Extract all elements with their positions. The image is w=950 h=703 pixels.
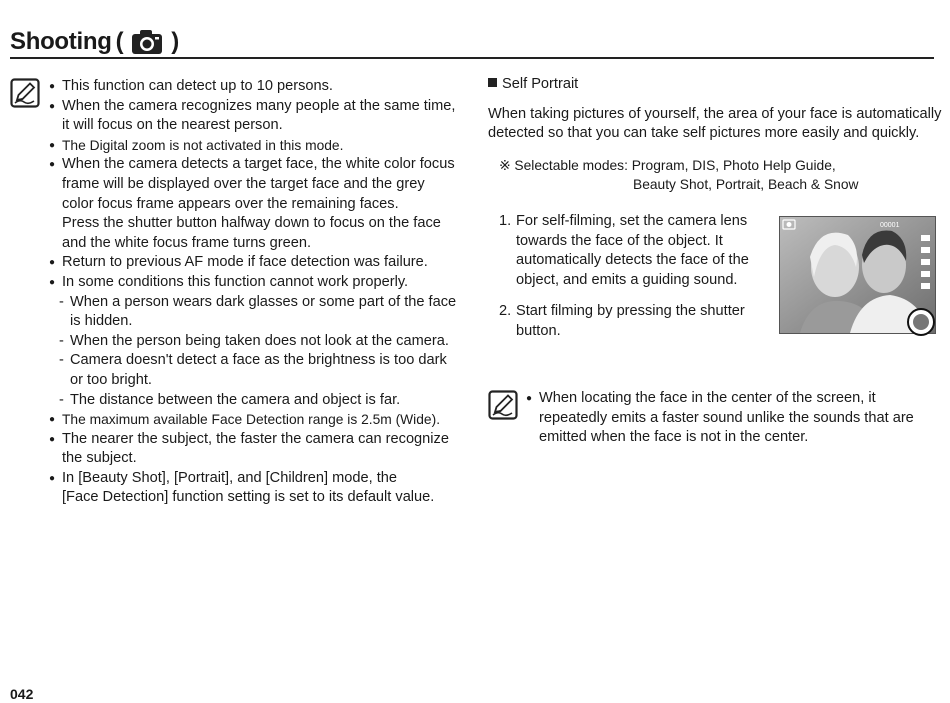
list-item: ● In some conditions this function cannot work properly. [49, 273, 469, 293]
condition-text: The distance between the camera and object is far. [70, 391, 401, 408]
list-item-continuation: and the white focus frame turns green. [62, 234, 312, 251]
note-pencil-icon [488, 390, 518, 420]
title-paren-close: ) [171, 28, 179, 55]
step-line: button. [516, 322, 561, 339]
list-item-continuation: Press the shutter button halfway down to focus on the face [62, 215, 441, 232]
title-rule [10, 57, 934, 59]
note-line: emitted when the face is not in the center. [539, 429, 809, 446]
section-title-text: Self Portrait [502, 76, 579, 92]
page-title-text: Shooting [10, 28, 112, 55]
step-line: object, and emits a guiding sound. [516, 271, 738, 288]
condition-text: Camera doesn't detect a face as the brightness is too dark [70, 352, 447, 369]
step-item [499, 212, 759, 290]
condition-item: - Camera doesn't detect a face as the brightness is too dark [59, 352, 447, 369]
condition-item-continuation [49, 371, 469, 391]
list-item: ● When the camera recognizes many people at the same time, [49, 97, 469, 117]
list-item: ● This function can detect up to 10 persons. [49, 77, 469, 97]
note-line: repeatedly emits a faster sound unlike the sounds that are [539, 409, 914, 426]
selectable-modes: ※ Selectable modes: Program, DIS, Photo Help Guide, [499, 157, 836, 173]
intro-line: detected so that you can take self pictures more easily and quickly. [488, 125, 920, 142]
condition-text: When the person being taken does not look at the camera. [70, 332, 449, 349]
self-portrait-section [488, 75, 943, 195]
list-item: ● The Digital zoom is not activated in this mode. [49, 136, 469, 156]
screen-counter: 00001 [880, 222, 900, 229]
camera-icon [131, 29, 163, 55]
selectable-modes-continuation: Beauty Shot, Portrait, Beach & Snow [633, 177, 859, 193]
square-bullet-icon [488, 78, 497, 87]
condition-text: or too bright. [70, 371, 152, 388]
condition-text: When a person wears dark glasses or some part of the face [70, 293, 457, 310]
list-item-continuation: color focus frame appears over the remaining faces. [62, 195, 399, 212]
step-line: For self-filming, set the camera lens [516, 213, 748, 229]
condition-item-continuation [49, 312, 469, 332]
list-item-continuation: the subject. [62, 450, 137, 467]
step-line: towards the face of the object. It [516, 232, 723, 249]
list-item: ● The nearer the subject, the faster the camera can recognize [49, 430, 469, 450]
intro-line: When taking pictures of yourself, the area of your face is automatically [488, 105, 942, 122]
list-item-continuation: [Face Detection] function setting is set to its default value. [62, 489, 435, 506]
list-item: ● When the camera detects a target face, the white color focus [49, 155, 469, 175]
step-number: 2. [499, 303, 512, 320]
note-pencil-icon [10, 78, 40, 108]
list-item-continuation: frame will be displayed over the target face and the grey [62, 175, 425, 192]
list-item-continuation: it will focus on the nearest person. [62, 117, 283, 134]
step-item [499, 302, 759, 341]
face-detection-icon [907, 308, 935, 336]
condition-item: - When the person being taken does not look at the camera. [59, 332, 449, 349]
condition-item: - The distance between the camera and object is far. [59, 391, 401, 408]
section-title [488, 75, 943, 95]
note-line: ● When locating the face in the center of the screen, it [526, 389, 936, 409]
page-title [10, 26, 183, 58]
list-item: ● In [Beauty Shot], [Portrait], and [Children] mode, the [49, 469, 469, 489]
steps-list [499, 212, 759, 354]
right-note [526, 389, 936, 448]
list-item: ● The maximum available Face Detection range is 2.5m (Wide). [49, 410, 469, 430]
page-number: 042 [10, 686, 34, 702]
left-column [49, 77, 469, 508]
step-line: Start filming by pressing the shutter [516, 303, 745, 320]
condition-item: - When a person wears dark glasses or some part of the face [59, 293, 457, 310]
step-line: automatically detects the face of the [516, 252, 749, 269]
list-item: ● Return to previous AF mode if face detection was failure. [49, 253, 469, 273]
step-number: 1. [499, 213, 512, 229]
title-paren-open: ( [115, 28, 124, 55]
condition-text: is hidden. [70, 313, 133, 330]
